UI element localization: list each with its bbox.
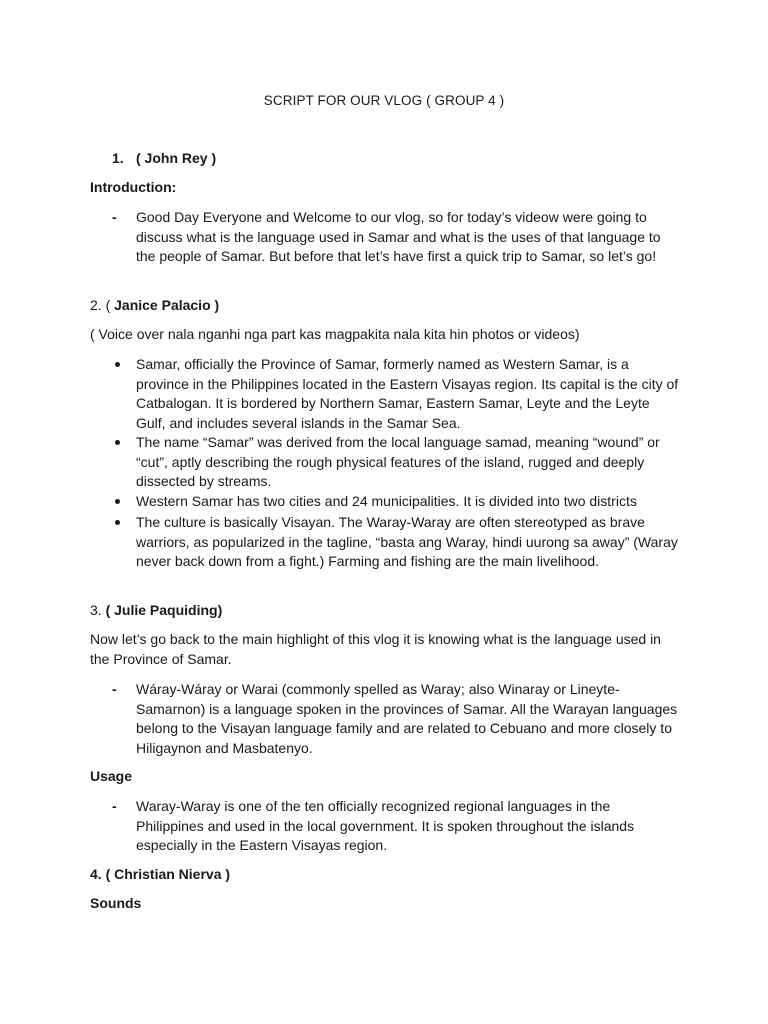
voice-over-note: ( Voice over nala nganhi nga part kas magpakita nala kita hin photos or videos) [90, 326, 580, 342]
bullet-text: The culture is basically Visayan. The Waray-Waray are often stereotyped as brave warriors, as popularized in the tagline, “basta ang Waray, hindi uurong sa away” (Waray never back down from a fight.) Farming and fishing are the main livelihood. [136, 514, 678, 569]
bullet-item [90, 492, 680, 512]
usage-text: Waray-Waray is one of the ten officially recognized regional languages in the Philippines and used in the local government. It is spoken throughout the islands especially in the Eastern Visayas region. [136, 798, 635, 853]
bullet-text: The name “Samar” was derived from the local language samad, meaning “wound” or “cut”, aptly describing the rough physical features of the island, rugged and deeply dissected by streams. [136, 434, 660, 489]
introduction-heading: Introduction: [90, 179, 177, 195]
dash-marker: - [112, 209, 117, 225]
section-1-speaker [90, 149, 680, 169]
usage-heading: Usage [90, 768, 133, 784]
bullet-dot-icon [115, 499, 120, 504]
bullet-item [90, 513, 680, 572]
language-item [90, 680, 680, 758]
bullet-text: Samar, officially the Province of Samar, formerly named as Western Samar, is a province in the Philippines located in the Eastern Visayas region. Its capital is the city of Catbalogan. It is bordered by Northern Samar, Eastern Samar, Leyte and the Leyte Gulf, and includes several islands in the Samar Sea. [136, 356, 679, 431]
section-3-intro: Now let’s go back to the main highlight of this vlog it is knowing what is the language used in the Province of Samar. [90, 631, 661, 667]
usage-item [90, 797, 680, 856]
section-1-number: 1. [112, 150, 124, 166]
section-2-speaker-name: Janice Palacio ) [114, 297, 220, 313]
page-title: SCRIPT FOR OUR VLOG ( GROUP 4 ) [263, 93, 505, 108]
section-3-prefix: 3. [90, 602, 106, 618]
language-text: Wáray-Wáray or Warai (commonly spelled as Waray; also Winaray or Lineyte-Samarnon) is a language spoken in the provinces of Samar. All the Warayan languages belong to the Visayan language family and are related to Cebuano and more closely to Hiligaynon and Masbatenyo. [136, 681, 678, 756]
bullet-item [90, 433, 680, 492]
section-4-speaker: 4. ( Christian Nierva ) [90, 866, 231, 882]
section-1-speaker-name: ( John Rey ) [136, 150, 217, 166]
dash-marker: - [112, 681, 117, 697]
dash-marker: - [112, 798, 117, 814]
section-3-speaker-name: ( Julie Paquiding) [105, 602, 223, 618]
introduction-item [90, 208, 680, 267]
section-2-prefix: 2. ( [90, 297, 115, 313]
section-3-speaker [90, 601, 680, 621]
bullet-dot-icon [115, 520, 120, 525]
bullet-text: Western Samar has two cities and 24 municipalities. It is divided into two districts [136, 493, 637, 509]
introduction-text: Good Day Everyone and Welcome to our vlog, so for today’s videow were going to discuss what is the language used in Samar and what is the uses of that language to the people of Samar. But before that let’s have first a quick trip to Samar, so let’s go! [136, 209, 661, 264]
sounds-heading: Sounds [90, 895, 142, 911]
bullet-dot-icon [115, 362, 120, 367]
bullet-dot-icon [115, 440, 120, 445]
bullet-item [90, 355, 680, 433]
section-2-speaker [90, 296, 680, 316]
